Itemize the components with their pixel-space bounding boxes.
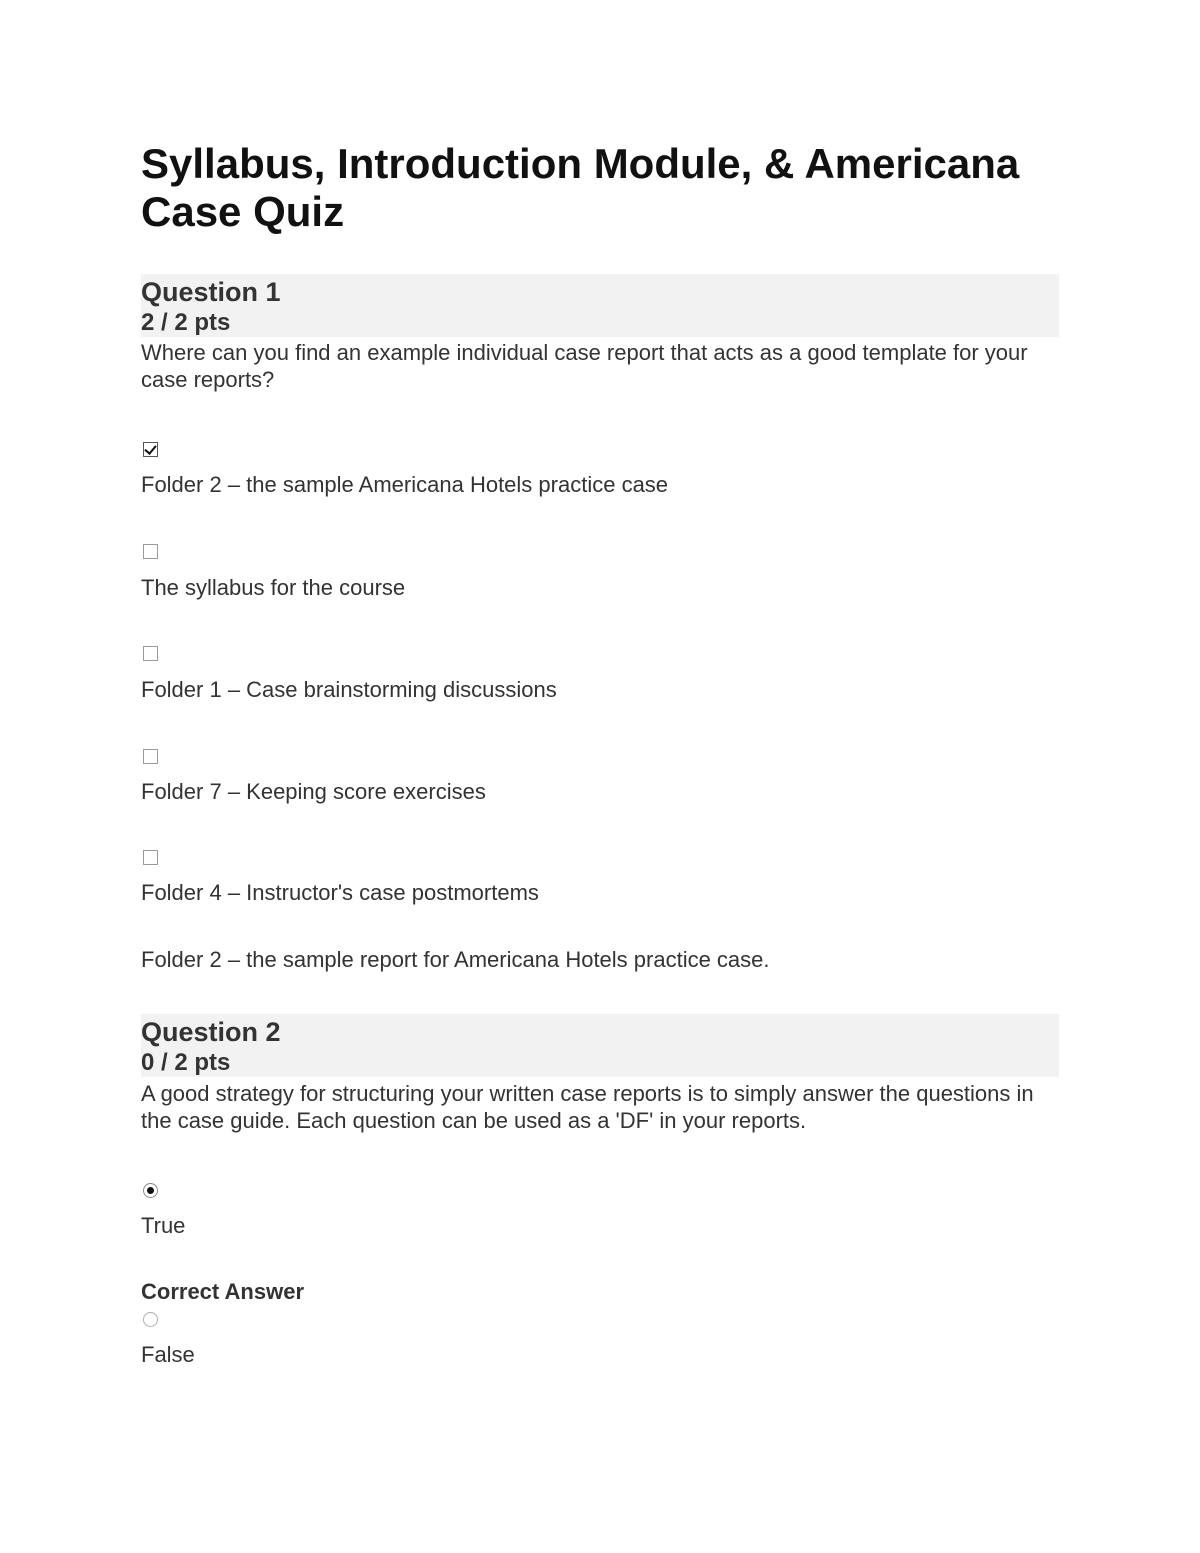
option-1-label: Folder 2 – the sample Americana Hotels practice case (141, 472, 669, 497)
checkmark-icon (144, 442, 156, 455)
option-1-checkbox[interactable] (143, 442, 158, 457)
option-2-checkbox[interactable] (143, 544, 158, 559)
option-true-label: True (141, 1213, 186, 1238)
option-5-label: Folder 4 – Instructor's case postmortems (141, 880, 539, 905)
question-1-header (141, 274, 1059, 337)
question-2-text: A good strategy for structuring your written case reports is to simply answer the questions in the case guide. Each question can be used as a 'DF' in your reports. (141, 1081, 1034, 1133)
option-5-checkbox[interactable] (143, 850, 158, 865)
option-3-checkbox[interactable] (143, 646, 158, 661)
question-2-points: 0 / 2 pts (141, 1049, 231, 1076)
correct-answer-label: Correct Answer (141, 1279, 305, 1304)
option-false-radio[interactable] (143, 1312, 158, 1327)
question-2-title: Question 2 (141, 1017, 281, 1047)
question-1-text: Where can you find an example individual case report that acts as a good template for your case reports? (141, 340, 1028, 392)
option-false-label: False (141, 1342, 195, 1367)
question-1-points: 2 / 2 pts (141, 309, 231, 336)
option-4-checkbox[interactable] (143, 749, 158, 764)
question-1-title: Question 1 (141, 277, 281, 307)
radio-dot-icon (147, 1187, 154, 1194)
option-3-label: Folder 1 – Case brainstorming discussions (141, 677, 557, 702)
page-title: Syllabus, Introduction Module, & Americana Case Quiz (141, 140, 1020, 235)
question-1-answer-note: Folder 2 – the sample report for Americana Hotels practice case. (141, 947, 770, 972)
option-true-radio[interactable] (143, 1183, 158, 1198)
option-2-label: The syllabus for the course (141, 575, 406, 600)
question-2-header (141, 1014, 1059, 1077)
option-4-label: Folder 7 – Keeping score exercises (141, 779, 486, 804)
